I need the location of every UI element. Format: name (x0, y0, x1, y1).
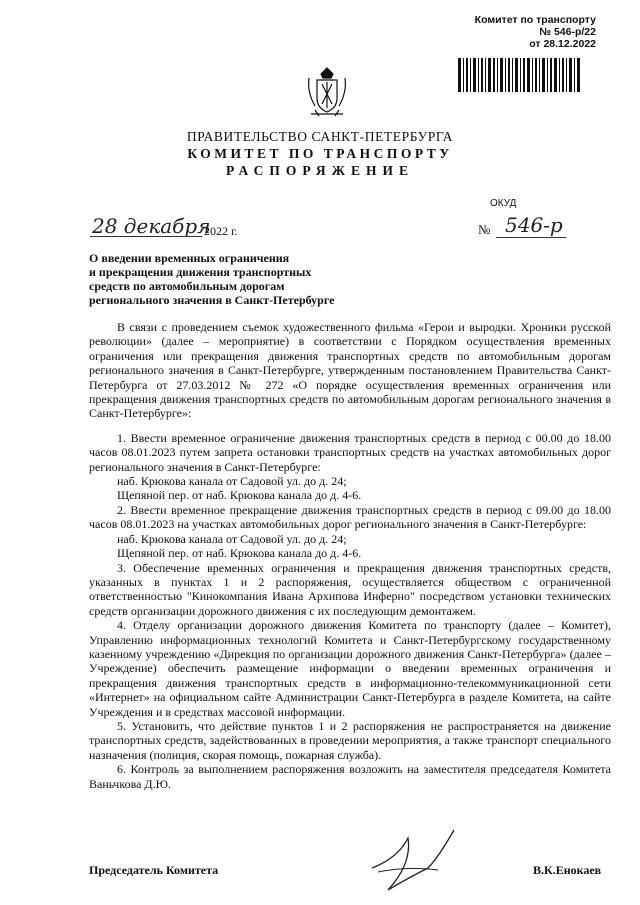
signatory-position: Председатель Комитета (89, 863, 219, 877)
item-6: 6. Контроль за выполнением распоряжения возложить на заместителя председателя Комитета Ваньчкова Д.Ю. (89, 762, 611, 791)
government-title: ПРАВИТЕЛЬСТВО САНКТ-ПЕТЕРБУРГА (186, 129, 454, 144)
signatory-name: В.К.Енокаев (533, 863, 602, 877)
preamble: В связи с проведением съемок художественного фильма «Герои и выродки. Хроники русской революции» (далее – мероприятие) в соответствии с Порядком осуществления временных ограничения или прекращения движения транспортных средств по автомобильным дорогам регионального значения в Санкт-Петербурге, утвержденным постановлением Правительства Санкт-Петербурга от 27.03.2012 № 272 «О порядке осуществления временных ограничения или прекращения движения транспортных средств по автомобильным дорогам регионального значения в Санкт-Петербурге»: (89, 320, 611, 421)
number-underline (496, 237, 566, 238)
document-year: 2022 г. (204, 224, 238, 238)
item-2-street-2: Щепяной пер. от наб. Крюкова канала до д. 4-6. (117, 546, 362, 561)
stamp-line-2: № 546-р/22 (539, 26, 596, 38)
number-prefix: № (478, 222, 491, 237)
item-3: 3. Обеспечение временных ограничения и прекращения движения транспортных средств, указанных в пунктах 1 и 2 распоряжения, осуществляется обществом с ограниченной ответственностью "Кинокомпания Ивана Архипова Инферно" посредством установки технических средств организации дорожного движения с их последующим демонтажем. (89, 560, 611, 618)
item-1: 1. Ввести временное ограничение движения транспортных средств в период с 00.00 до 18.00 часов 08.01.2023 путем запрета остановки транспортных средств на участках автомобильных дорог регионального значения в Санкт-Петербурге: (89, 430, 611, 474)
subject-line: регионального значения в Санкт-Петербурге (89, 293, 335, 307)
document-type: РАСПОРЯЖЕНИЕ (225, 163, 415, 178)
handwritten-date: 28 декабря (92, 214, 211, 238)
subject-line: средств по автомобильным дорогам (89, 279, 285, 293)
date-underline (90, 236, 202, 237)
item-5: 5. Установить, что действие пунктов 1 и 2 распоряжения не распространяется на движение транспортных средств, задействованных в проведении мероприятия, а также транспорт специального назначения (полиция, скорая помощь, пожарная служба). (89, 718, 611, 762)
barcode-icon (458, 58, 580, 92)
item-2-street-1: наб. Крюкова канала от Садовой ул. до д. 24; (117, 531, 347, 546)
item-2: 2. Ввести временное прекращение движения транспортных средств в период с 09.00 до 18.00 часов 08.01.2023 на участках автомобильных дорог регионального значения в Санкт-Петербурге: (89, 502, 611, 532)
handwritten-number: 546-р (505, 213, 563, 237)
handwritten-signature (368, 828, 458, 898)
registration-stamp (446, 14, 596, 50)
item-4: 4. Отделу организации дорожного движения Комитета по транспорту (далее – Комитет), Управлению информационных технологий Комитета и Санкт-Петербургскому государственному казенному учреждению «Дирекция по организации дорожного движения Санкт-Петербурга» (далее – Учреждение) обеспечить размещение информации о введении временных ограничения и прекращения движения транспортных средств в информационно-телекоммуникационной сети «Интернет» на официальном сайте Администрации Санкт-Петербурга в разделе Комитета, на сайте Учреждения и в средствах массовой информации. (89, 618, 611, 719)
subject-line: и прекращения движения транспортных (89, 265, 312, 279)
committee-title: КОМИТЕТ ПО ТРАНСПОРТУ (187, 146, 453, 161)
subject-line: О введении временных ограничения (89, 251, 290, 265)
stamp-line-1: Комитет по транспорту (474, 14, 596, 26)
document-subject (89, 251, 369, 307)
item-1-street-1: наб. Крюкова канала от Садовой ул. до д. 24; (117, 474, 347, 489)
item-1-street-2: Щепяной пер. от наб. Крюкова канала до д. 4-6. (117, 488, 362, 503)
stamp-line-3: от 28.12.2022 (529, 38, 596, 50)
okud-label: ОКУД (490, 198, 517, 209)
coat-of-arms-icon (305, 66, 349, 120)
document-body (89, 320, 611, 791)
